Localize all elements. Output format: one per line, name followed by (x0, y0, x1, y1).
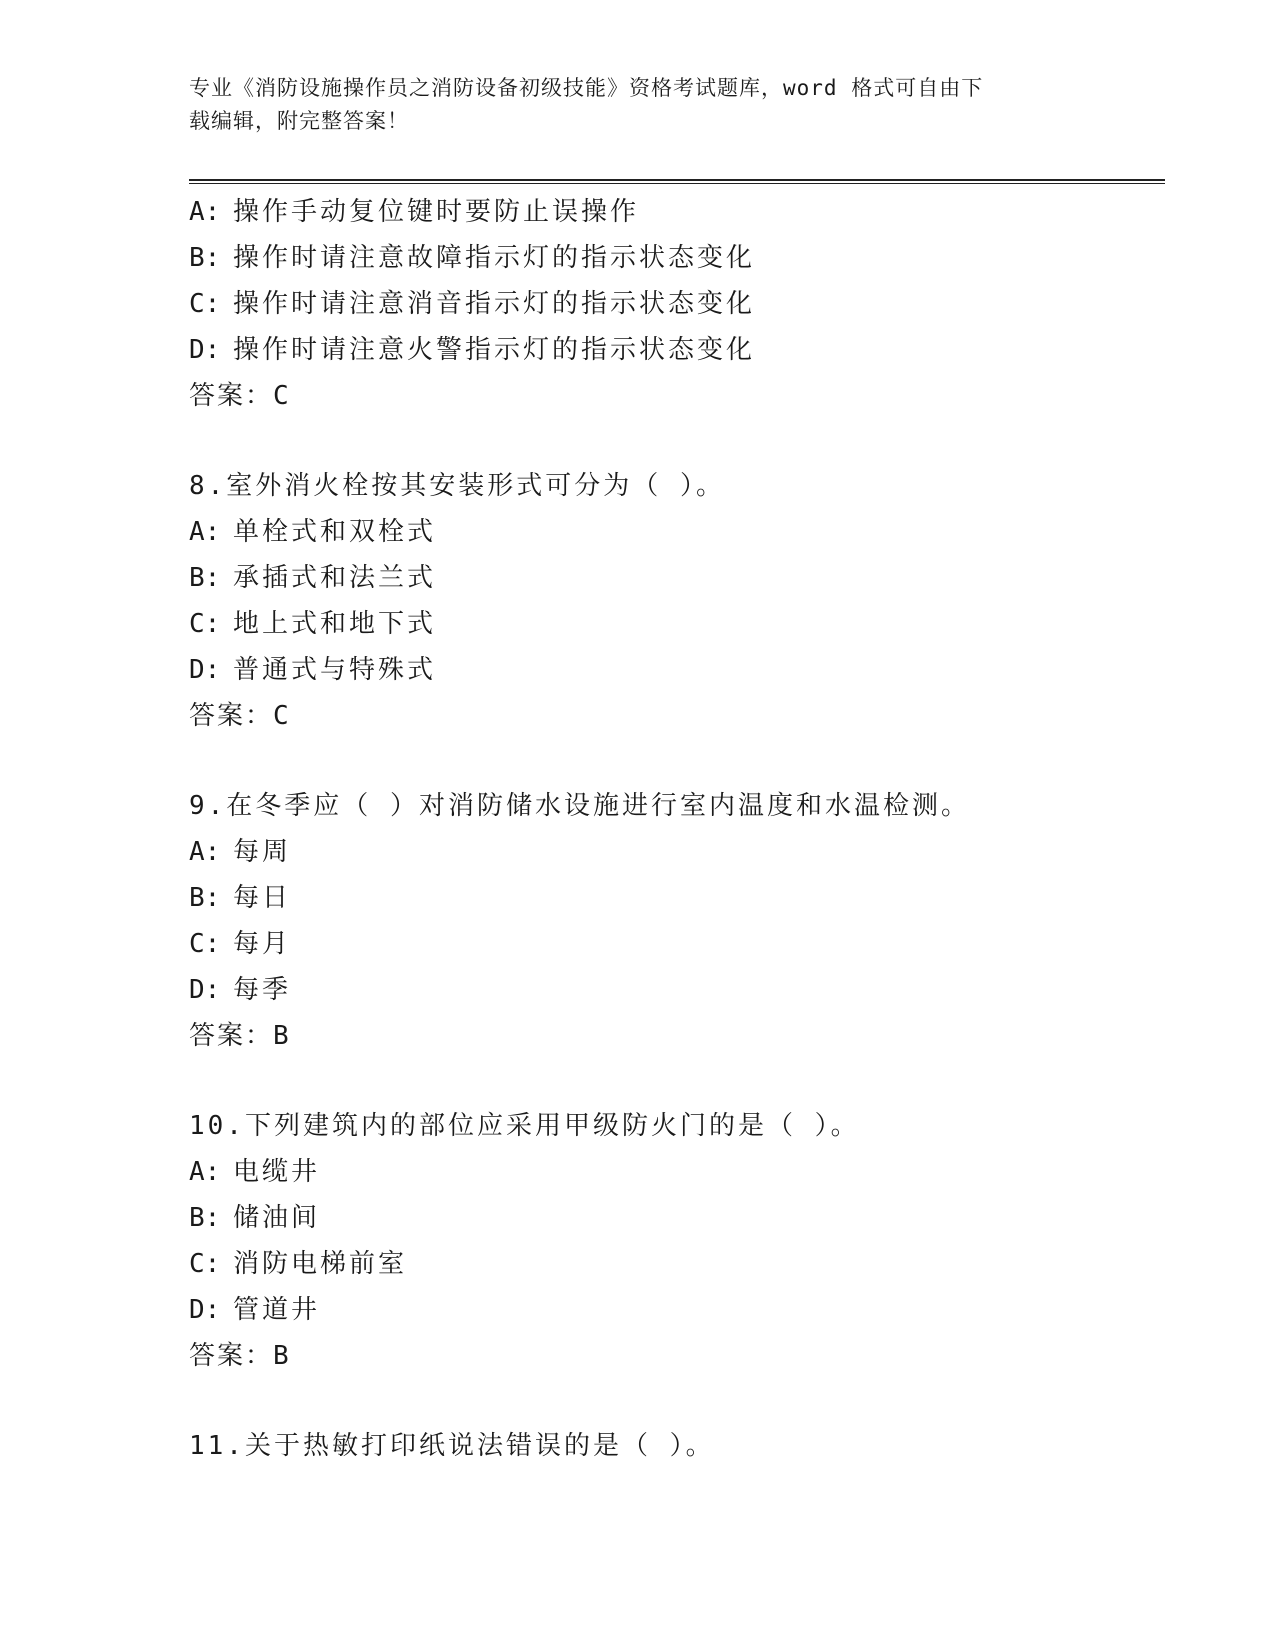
page-header (189, 72, 1089, 138)
question-text: 11.关于热敏打印纸说法错误的是（ ）。 (189, 1431, 715, 1461)
option-d: D: 普通式与特殊式 (189, 655, 437, 685)
option-b: B: 每日 (189, 883, 292, 913)
header-line-2: 载编辑，附完整答案！ (189, 109, 409, 133)
option-a: A: 电缆井 (189, 1157, 321, 1187)
question-text: 8.室外消火栓按其安装形式可分为（ ）。 (189, 471, 725, 501)
question-text: 10.下列建筑内的部位应采用甲级防火门的是（ ）。 (189, 1111, 860, 1141)
option-b: B: 储油间 (189, 1203, 321, 1233)
option-a: A: 单栓式和双栓式 (189, 517, 437, 547)
question-8-block (189, 463, 1165, 739)
option-c: C: 每月 (189, 929, 292, 959)
option-b: B: 操作时请注意故障指示灯的指示状态变化 (189, 243, 756, 273)
answer: 答案：B (189, 1341, 291, 1371)
option-b: B: 承插式和法兰式 (189, 563, 437, 593)
option-c: C: 消防电梯前室 (189, 1249, 408, 1279)
option-a: A: 每周 (189, 837, 292, 867)
question-10-block (189, 1103, 1165, 1379)
answer: 答案：C (189, 701, 291, 731)
question-text: 9.在冬季应（ ）对消防储水设施进行室内温度和水温检测。 (189, 791, 970, 821)
answer: 答案：B (189, 1021, 291, 1051)
option-a: A: 操作手动复位键时要防止误操作 (189, 197, 640, 227)
option-d: D: 每季 (189, 975, 292, 1005)
question-7-block (189, 189, 1165, 419)
header-line-1: 专业《消防设施操作员之消防设备初级技能》资格考试题库，word 格式可自由下 (189, 76, 984, 100)
option-d: D: 操作时请注意火警指示灯的指示状态变化 (189, 335, 756, 365)
question-9-block (189, 783, 1165, 1059)
question-11-block (189, 1423, 1165, 1469)
answer: 答案：C (189, 381, 291, 411)
option-d: D: 管道井 (189, 1295, 321, 1325)
question-list (189, 189, 1165, 1469)
header-divider (189, 179, 1165, 184)
option-c: C: 地上式和地下式 (189, 609, 437, 639)
option-c: C: 操作时请注意消音指示灯的指示状态变化 (189, 289, 756, 319)
